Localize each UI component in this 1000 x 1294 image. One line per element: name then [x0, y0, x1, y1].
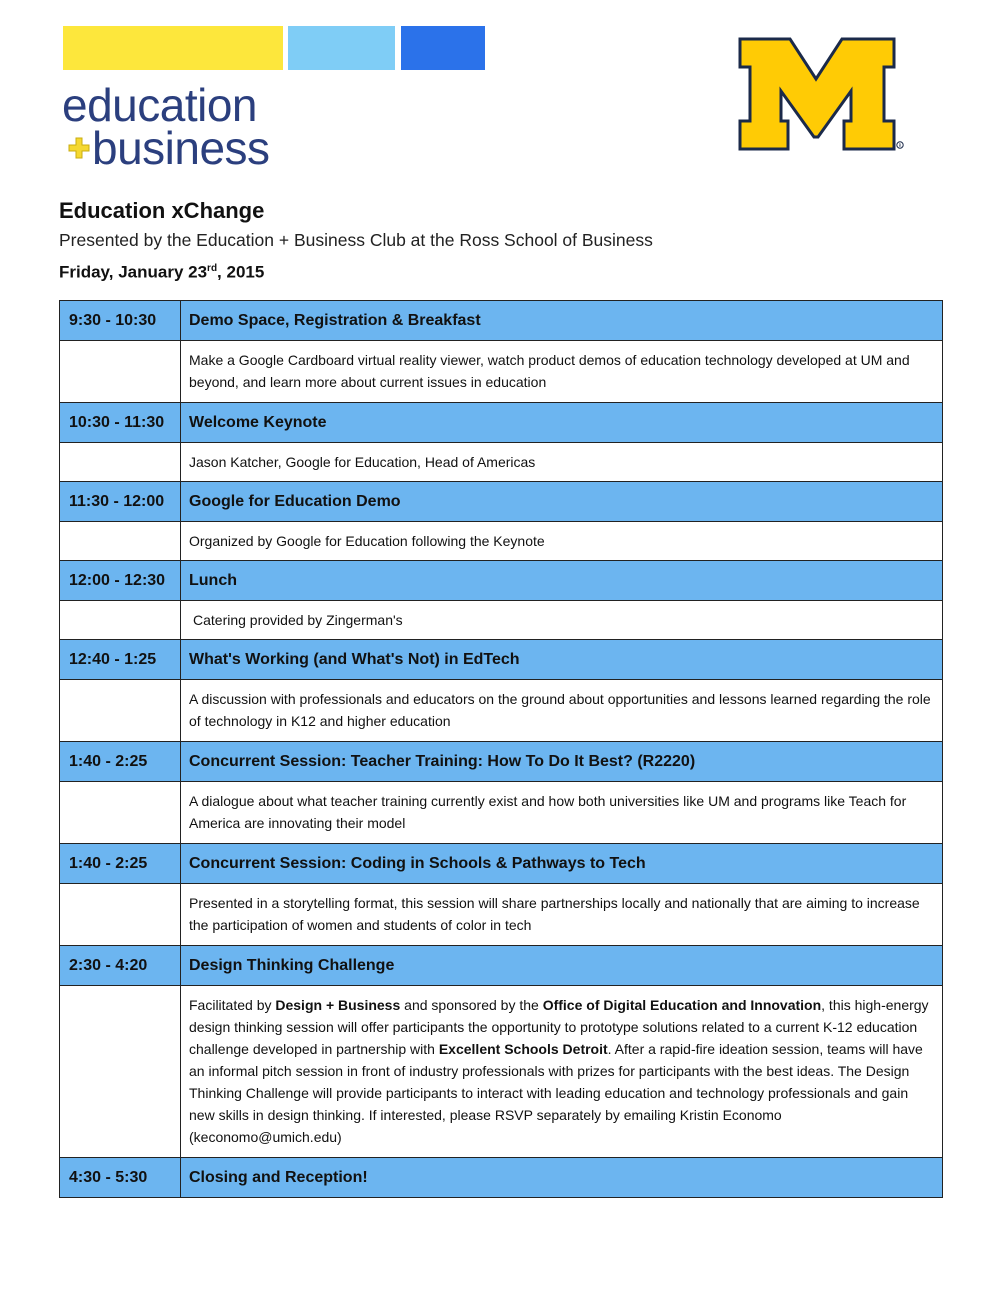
session-time: 4:30 - 5:30 — [60, 1158, 181, 1198]
session-title: Concurrent Session: Teacher Training: How To Do It Best? (R2220) — [181, 742, 943, 782]
empty-cell — [60, 782, 181, 844]
empty-cell — [60, 601, 181, 640]
event-header — [59, 196, 653, 288]
event-date-main: Friday, January 23 — [59, 262, 208, 282]
agenda-session-row — [60, 403, 943, 443]
session-time: 12:40 - 1:25 — [60, 640, 181, 680]
session-time: 12:00 - 12:30 — [60, 561, 181, 601]
event-title: Education xChange — [59, 198, 265, 223]
session-title: What's Working (and What's Not) in EdTech — [181, 640, 943, 680]
agenda-session-row — [60, 742, 943, 782]
desc-text: , this high-energy design thinking session will offer participants the opportunity to prototype solutions related to a current K-12 education challenge developed in partnership with — [189, 997, 929, 1057]
agenda-description-row — [60, 884, 943, 946]
agenda-session-row — [60, 561, 943, 601]
university-of-michigan-block-m-logo — [738, 37, 908, 153]
session-description — [181, 986, 943, 1158]
agenda-session-row — [60, 482, 943, 522]
svg-text:R: R — [898, 143, 902, 148]
agenda-description-row — [60, 522, 943, 561]
session-time: 10:30 - 11:30 — [60, 403, 181, 443]
session-description: Organized by Google for Education following the Keynote — [181, 522, 943, 561]
education-business-logo — [62, 79, 322, 174]
blue-bar — [401, 26, 485, 70]
desc-text: and sponsored by the — [400, 997, 543, 1013]
event-date-year: , 2015 — [217, 262, 265, 282]
light-blue-bar — [288, 26, 395, 70]
empty-cell — [60, 884, 181, 946]
agenda-description-row — [60, 601, 943, 640]
session-description: Presented in a storytelling format, this session will share partnerships locally and nationally that are aiming to increase the participation of women and students of color in tech — [181, 884, 943, 946]
empty-cell — [60, 986, 181, 1158]
session-time: 1:40 - 2:25 — [60, 742, 181, 782]
session-description: Jason Katcher, Google for Education, Head of Americas — [181, 443, 943, 482]
session-description: A discussion with professionals and educators on the ground about opportunities and lessons learned regarding the role of technology in K12 and higher education — [181, 680, 943, 742]
agenda-session-row — [60, 301, 943, 341]
plus-icon — [67, 136, 91, 160]
agenda-table — [59, 300, 943, 1198]
session-description: Catering provided by Zingerman's — [181, 601, 943, 640]
event-subtitle: Presented by the Education + Business Club at the Ross School of Business — [59, 230, 653, 250]
agenda-description-row — [60, 782, 943, 844]
session-description: Make a Google Cardboard virtual reality viewer, watch product demos of education technology developed at UM and beyond, and learn more about current issues in education — [181, 341, 943, 403]
empty-cell — [60, 680, 181, 742]
event-date-ordinal: rd — [207, 263, 218, 274]
agenda-session-row — [60, 844, 943, 884]
empty-cell — [60, 341, 181, 403]
agenda-description-row — [60, 986, 943, 1158]
session-title: Welcome Keynote — [181, 403, 943, 443]
agenda-session-row — [60, 640, 943, 680]
yellow-bar — [63, 26, 283, 70]
session-description: A dialogue about what teacher training currently exist and how both universities like UM and programs like Teach for America are innovating their model — [181, 782, 943, 844]
agenda-session-row — [60, 946, 943, 986]
logo-text-business: business — [92, 122, 270, 174]
session-time: 1:40 - 2:25 — [60, 844, 181, 884]
session-title: Closing and Reception! — [181, 1158, 943, 1198]
design-business-name: Design + Business — [275, 997, 401, 1013]
session-time: 9:30 - 10:30 — [60, 301, 181, 341]
excellent-schools-detroit-name: Excellent Schools Detroit — [438, 1041, 608, 1057]
empty-cell — [60, 522, 181, 561]
logo-text-education: education — [62, 79, 257, 131]
agenda-description-row — [60, 341, 943, 403]
session-time: 2:30 - 4:20 — [60, 946, 181, 986]
session-title: Google for Education Demo — [181, 482, 943, 522]
session-title: Design Thinking Challenge — [181, 946, 943, 986]
session-title: Demo Space, Registration & Breakfast — [181, 301, 943, 341]
desc-text: . After a rapid-fire ideation session, teams will have an informal pitch session in front of industry professionals with prizes for participants with the best ideas. The Design Thinking Challenge will provide participants to interact with leading education and technology professionals and gain new skills in design thinking. If interested, please RSVP separately by emailing Kristin Economo (keconomo@umich.edu) — [189, 1041, 923, 1145]
agenda-session-row — [60, 1158, 943, 1198]
session-time: 11:30 - 12:00 — [60, 482, 181, 522]
session-title: Concurrent Session: Coding in Schools & Pathways to Tech — [181, 844, 943, 884]
empty-cell — [60, 443, 181, 482]
agenda-description-row — [60, 680, 943, 742]
agenda-description-row — [60, 443, 943, 482]
office-digital-education-name: Office of Digital Education and Innovation — [542, 997, 822, 1013]
session-title: Lunch — [181, 561, 943, 601]
desc-text: Facilitated by — [189, 997, 276, 1013]
event-date — [59, 254, 653, 288]
